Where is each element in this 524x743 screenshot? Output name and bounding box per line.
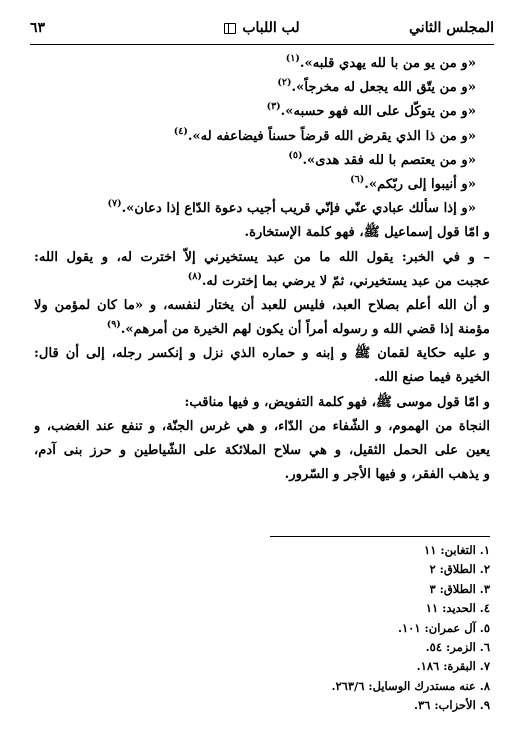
footnote-marker: (٣) bbox=[266, 101, 281, 113]
text-line bbox=[34, 246, 490, 270]
footnote-item: ٧. البقرة: ١٨٦. bbox=[416, 659, 490, 674]
line-text: «و إذا سألك عبادي عنّي فإنّي قريب أجيب دعوة الدّاع إذا دعان». bbox=[121, 201, 476, 217]
page-header bbox=[30, 20, 494, 42]
footnote-marker: (٧) bbox=[107, 198, 122, 210]
footnote-marker: (٥) bbox=[288, 149, 303, 161]
footnote-marker: (٤) bbox=[173, 125, 188, 137]
line-text: يعين على الحمل الثقيل، و هي سلاح الملائكة على الشّياطين و حرز بنى آدم، bbox=[34, 443, 490, 458]
footnote-item: ٩. الأحزاب: ٣٦. bbox=[413, 698, 490, 713]
text-line bbox=[34, 52, 490, 76]
footnote-item: ٤. الحديد: ١١ bbox=[425, 601, 490, 616]
line-text: عجبت من عبد يستخيرني، ثمّ لا يرضي بما إخترت له. bbox=[201, 273, 490, 289]
line-text: و امّا قول موسى ﷺ، فهو كلمة التفويض، و فيها مناقب: bbox=[184, 394, 490, 410]
footnote-item: ٢. الطلاق: ٢ bbox=[429, 562, 490, 577]
line-text: الخيرة فيما صنع الله. bbox=[374, 370, 490, 386]
text-line bbox=[34, 149, 490, 173]
line-text: النجاة من الهموم، و الشّفاء من الدّاء، و هي غرس الجنّة، و تنفع عند الغضب، و bbox=[34, 418, 490, 434]
book-title: لب اللباب bbox=[242, 20, 300, 36]
line-text: «و من يو من با لله يهدي قلبه». bbox=[299, 56, 476, 71]
running-title bbox=[30, 20, 494, 36]
line-text: – و في الخبر: يقول الله ما من عبد يستخيرني إلاّ اخترت له، و يقول الله: bbox=[34, 249, 490, 265]
footnote-marker: (٢) bbox=[277, 77, 292, 89]
footnote-marker: (١) bbox=[285, 53, 300, 64]
text-line bbox=[34, 463, 490, 487]
line-text: «و من ذا الذي يقرض الله قرضاً حسناً فيضاعفه له». bbox=[187, 128, 476, 144]
text-line bbox=[34, 270, 490, 294]
line-text: و يذهب الفقر، و فيها الأجر و السّرور. bbox=[284, 467, 490, 483]
text-line bbox=[34, 221, 490, 245]
line-text: و أن الله أعلم بصلاح العبد، فليس للعبد أن يختار لنفسه، و «ما كان لمؤمن ولا bbox=[34, 297, 490, 313]
book-icon bbox=[224, 23, 236, 34]
text-line bbox=[34, 125, 490, 149]
footnote-item: ٥. آل عمران: ١٠١. bbox=[397, 620, 490, 635]
text-line bbox=[34, 342, 490, 366]
text-line bbox=[34, 366, 490, 390]
footnote-item: ٨. عنه مستدرك الوسايل: ٢٦٣/٦. bbox=[331, 678, 490, 693]
text-line bbox=[34, 76, 490, 100]
footnote-item: ٣. الطلاق: ٣ bbox=[429, 581, 490, 596]
chapter-title: المجلس الثاني bbox=[409, 20, 494, 36]
footnote-item: ١. التغابن: ١١ bbox=[424, 543, 490, 557]
text-line bbox=[34, 415, 490, 439]
page-number: ٦٣ bbox=[30, 20, 46, 36]
line-text: «و من يتّق الله يجعل له مخرجاً». bbox=[291, 80, 476, 96]
text-line bbox=[34, 391, 490, 415]
text-line bbox=[34, 439, 490, 463]
footnote-marker: (٦) bbox=[350, 173, 365, 185]
line-text: و امّا قول إسماعيل ﷺ، فهو كلمة الإستخارة. bbox=[244, 225, 490, 241]
footnotes bbox=[200, 541, 490, 716]
footnote-item: ٦. الزمر: ٥٤. bbox=[425, 640, 490, 655]
main-text bbox=[34, 52, 490, 487]
text-line bbox=[34, 197, 490, 221]
text-line bbox=[34, 173, 490, 197]
header-rule bbox=[30, 44, 494, 45]
text-line bbox=[34, 294, 490, 318]
line-text: «و من يتوكّل على الله فهو حسبه». bbox=[280, 104, 476, 120]
line-text: مؤمنة إذا قضي الله و رسوله أمراً أن يكون لهم الخيرة من أمرهم». bbox=[120, 322, 490, 338]
line-text: و عليه حكاية لقمان ﷺ و إبنه و حماره الذي نزل و إنكسر رجله، إلى أن قال: bbox=[34, 346, 490, 362]
footnote-separator bbox=[270, 536, 490, 537]
footnote-marker: (٩) bbox=[106, 319, 121, 331]
line-text: «و من يعتصم با لله فقد هدى». bbox=[302, 152, 476, 168]
line-text: «و أنيبوا إلى ربّكم». bbox=[364, 176, 476, 192]
footnote-marker: (٨) bbox=[187, 270, 202, 282]
text-line bbox=[34, 100, 490, 124]
text-line bbox=[34, 318, 490, 342]
